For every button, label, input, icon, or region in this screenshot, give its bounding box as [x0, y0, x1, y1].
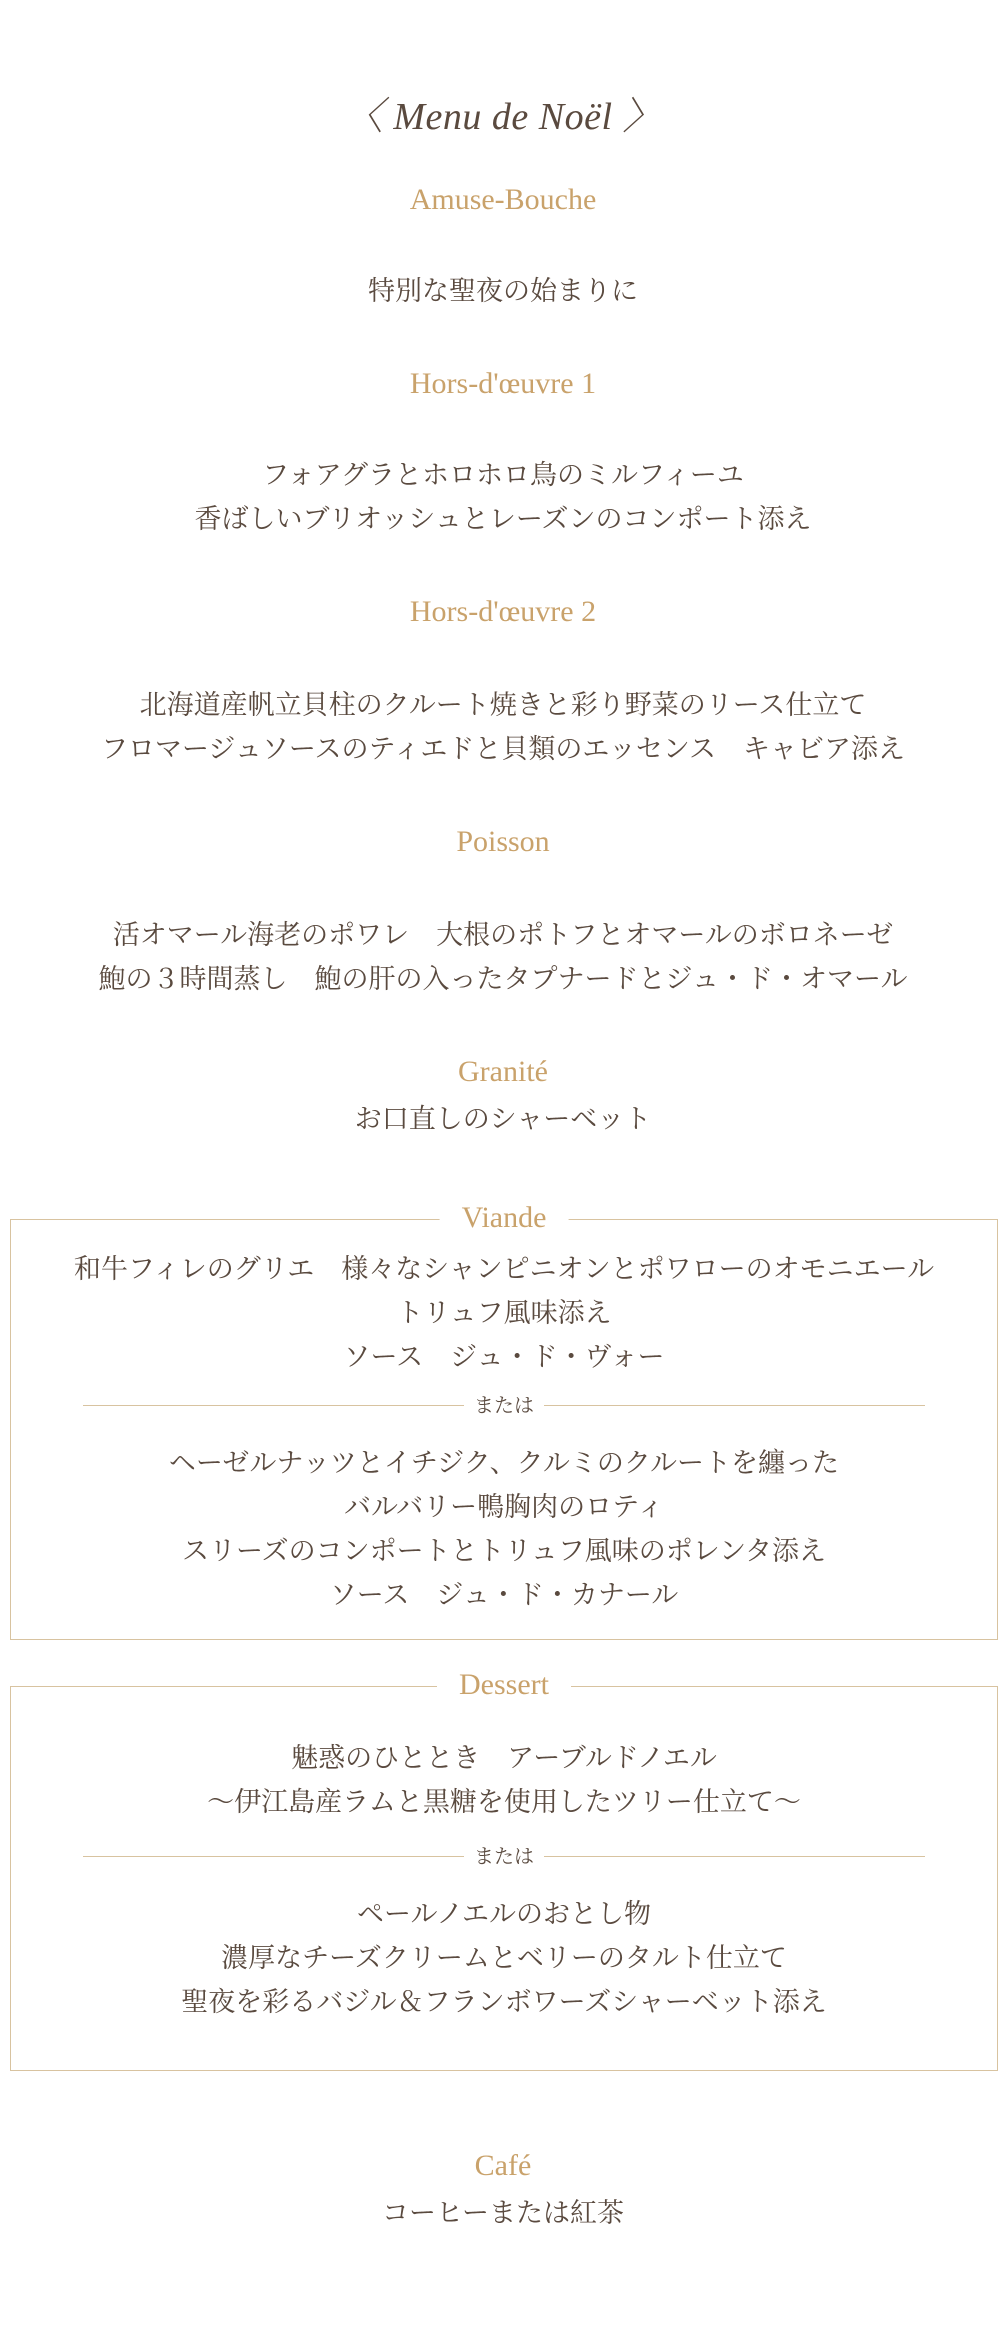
dish-hors-doeuvre-1 — [0, 454, 1006, 542]
dish-line: 濃厚なチーズクリームとベリーのタルト仕立て — [221, 1943, 787, 1974]
dish-line: 聖夜を彩るバジル＆フランボワーズシャーベット添え — [181, 1987, 827, 2018]
section-title-hors-doeuvre-2: Hors-d'œuvre 2 — [409, 595, 597, 628]
dish-line: お口直しのシャーベット — [354, 1104, 652, 1135]
dish-line: バルバリー鴨胸肉のロティ — [344, 1492, 664, 1523]
or-divider — [83, 1395, 925, 1415]
dish-line: 和牛フィレのグリエ 様々なシャンピニオンとポワローのオモニエール — [73, 1254, 935, 1285]
dish-line: スリーズのコンポートとトリュフ風味のポレンタ添え — [181, 1536, 827, 1567]
dish-hors-doeuvre-2 — [0, 684, 1006, 772]
section-title-hors-doeuvre-1: Hors-d'œuvre 1 — [409, 367, 597, 400]
dish-line: トリュフ風味添え — [396, 1298, 612, 1329]
dish-line: 香ばしいブリオッシュとレーズンのコンポート添え — [194, 504, 812, 535]
dish-line: ～伊江島産ラムと黒糖を使用したツリー仕立て～ — [207, 1787, 801, 1818]
section-title-granite: Granité — [458, 1055, 548, 1088]
dish-line: 活オマール海老のポワレ 大根のポトフとオマールのボロネーゼ — [112, 920, 894, 951]
dessert-box — [10, 1668, 998, 2071]
dish-line: ソース ジュ・ド・ヴォー — [343, 1342, 665, 1373]
dish-line: ソース ジュ・ド・カナール — [329, 1580, 679, 1611]
section-title-poisson: Poisson — [456, 825, 550, 858]
dish-line: ヘーゼルナッツとイチジク、クルミのクルートを纏った — [168, 1448, 840, 1479]
menu-title: 〈 Menu de Noël 〉 — [344, 96, 662, 138]
or-label: または — [464, 1846, 544, 1866]
section-title-viande: Viande — [440, 1198, 569, 1238]
section-title-cafe: Café — [474, 2149, 532, 2182]
dish-cafe — [0, 2192, 1006, 2236]
dish-poisson — [0, 914, 1006, 1002]
dish-line: コーヒーまたは紅茶 — [382, 2198, 624, 2229]
or-label: または — [464, 1395, 544, 1415]
dish-dessert-option-a — [11, 1737, 997, 1825]
dish-line: フォアグラとホロホロ鳥のミルフィーユ — [262, 460, 744, 491]
dish-line: 鮑の３時間蒸し 鮑の肝の入ったタプナードとジュ・ド・オマール — [98, 964, 908, 995]
or-divider — [83, 1846, 925, 1866]
dish-viande-option-b — [11, 1442, 997, 1618]
dish-dessert-option-b — [11, 1893, 997, 2025]
dish-amuse-bouche — [0, 270, 1006, 314]
section-title-dessert: Dessert — [437, 1665, 571, 1705]
dish-line: 魅惑のひととき アーブルドノエル — [291, 1743, 717, 1774]
dish-line: フロマージュソースのティエドと貝類のエッセンス キャビア添え — [100, 734, 906, 765]
dish-viande-option-a — [11, 1248, 997, 1380]
dish-line: 北海道産帆立貝柱のクルート焼きと彩り野菜のリース仕立て — [139, 690, 867, 721]
section-title-amuse-bouche: Amuse-Bouche — [409, 183, 597, 216]
dish-line: ペールノエルのおとし物 — [356, 1899, 652, 1930]
viande-box — [10, 1201, 998, 1640]
dish-granite — [0, 1098, 1006, 1142]
dish-line: 特別な聖夜の始まりに — [368, 276, 638, 307]
